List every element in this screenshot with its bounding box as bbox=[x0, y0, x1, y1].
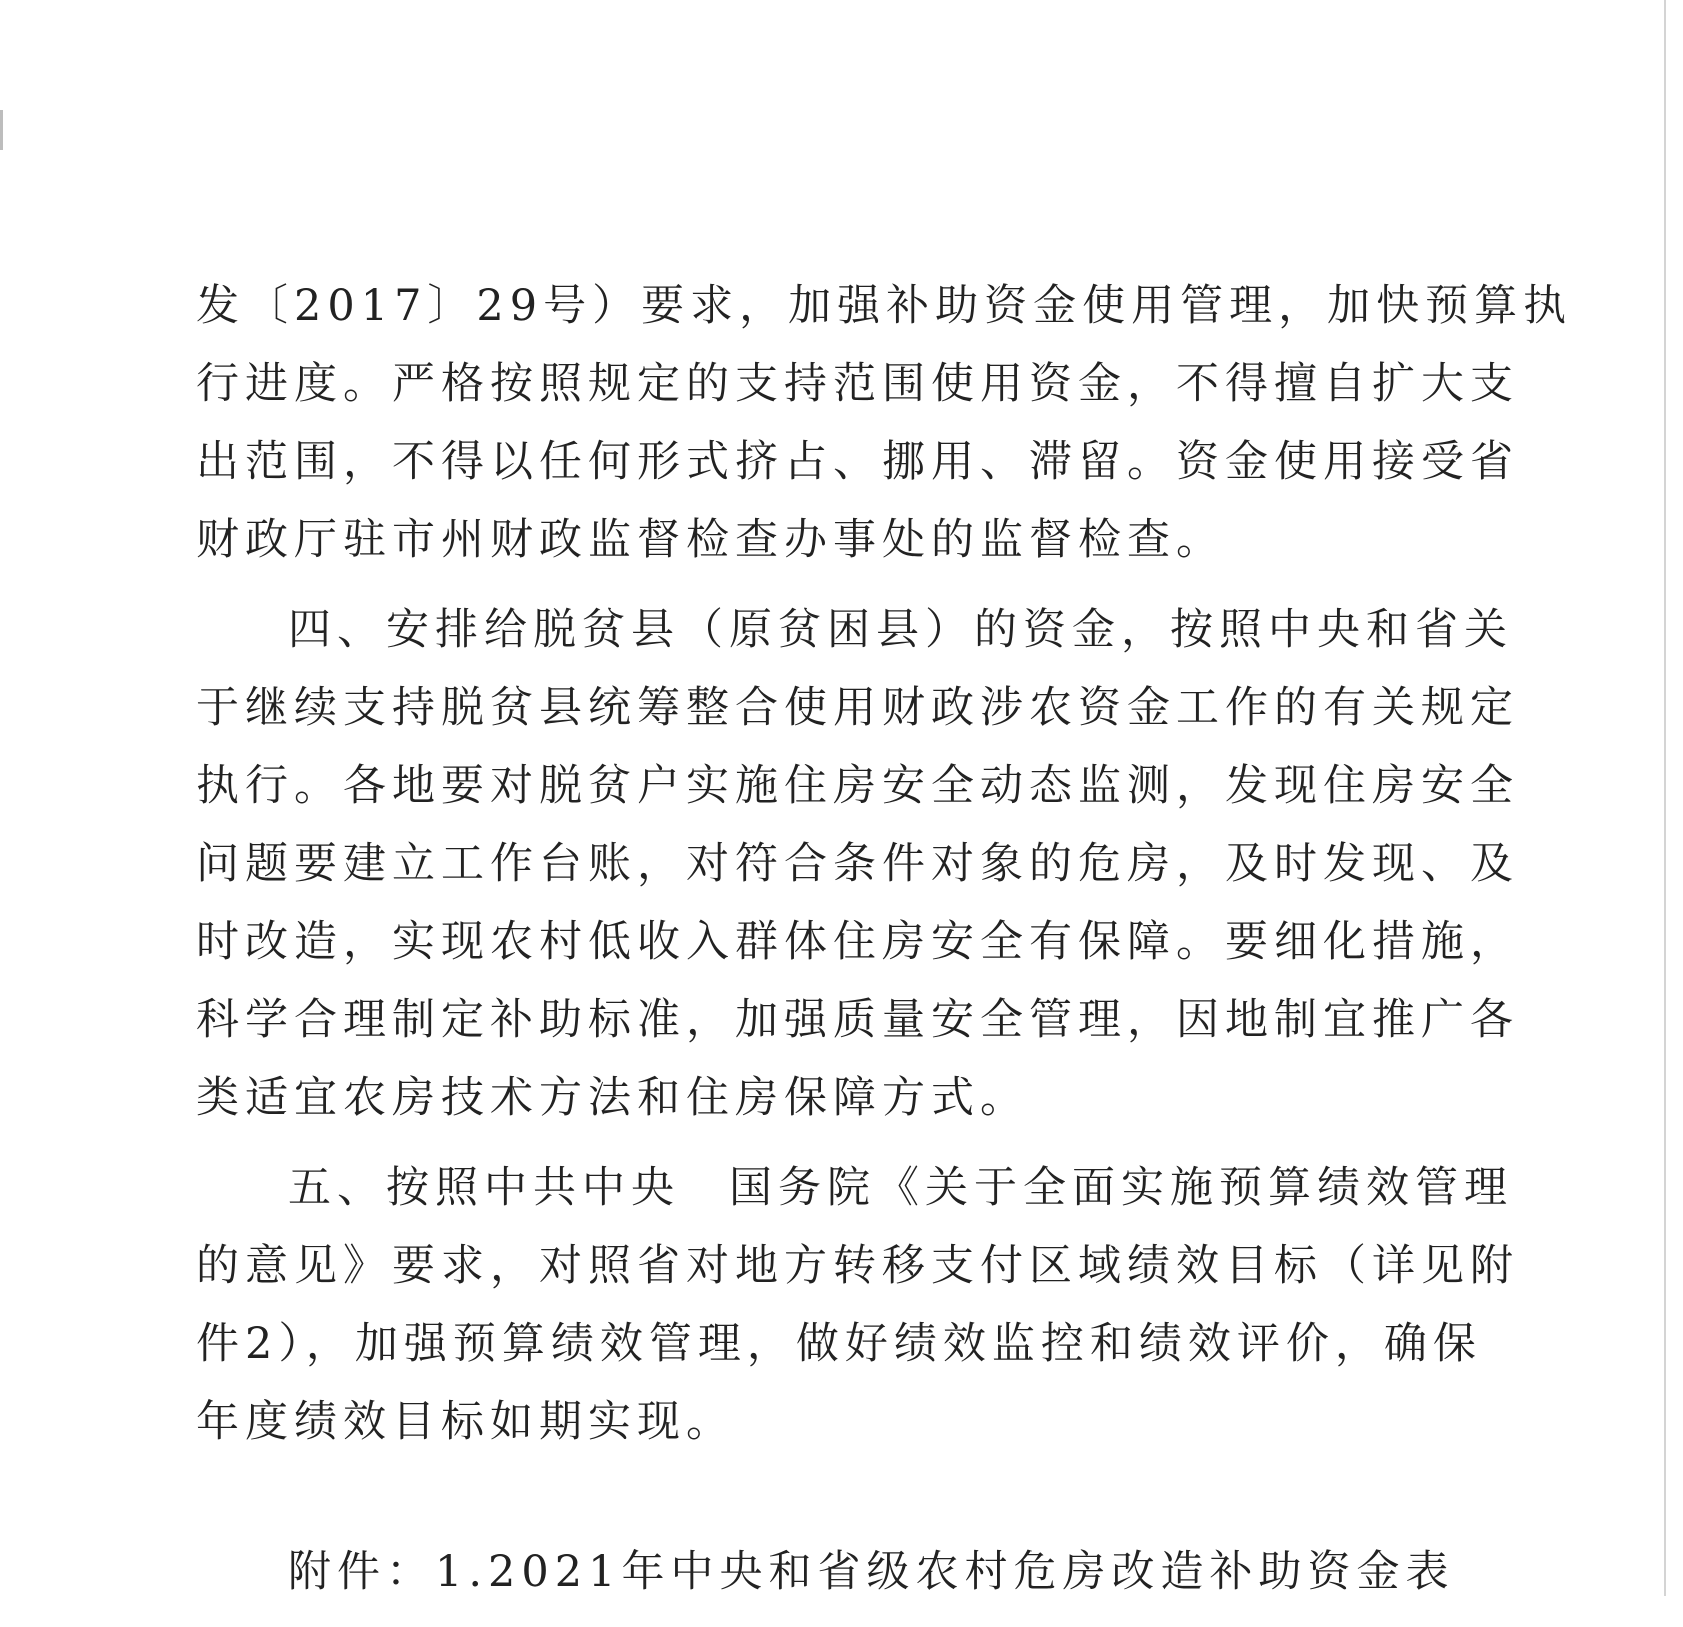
paragraph-4-line-4: 问题要建立工作台账，对符合条件对象的危房，及时发现、及 bbox=[196, 839, 1519, 889]
paragraph-4-line-1: 四、安排给脱贫县（原贫困县）的资金，按照中央和省关 bbox=[288, 605, 1513, 655]
body-line-2: 行进度。严格按照规定的支持范围使用资金，不得擅自扩大支 bbox=[196, 359, 1519, 409]
paragraph-4-line-5: 时改造，实现农村低收入群体住房安全有保障。要细化措施， bbox=[196, 917, 1519, 967]
paragraph-5-line-2: 的意见》要求，对照省对地方转移支付区域绩效目标（详见附 bbox=[196, 1241, 1519, 1291]
paragraph-4-line-7: 类适宜农房技术方法和住房保障方式。 bbox=[196, 1073, 1029, 1123]
paragraph-5-line-1: 五、按照中共中央 国务院《关于全面实施预算绩效管理 bbox=[288, 1163, 1513, 1213]
paragraph-4-line-2: 于继续支持脱贫县统筹整合使用财政涉农资金工作的有关规定 bbox=[196, 683, 1519, 733]
paragraph-5-line-4: 年度绩效目标如期实现。 bbox=[196, 1397, 735, 1447]
body-line-3: 出范围，不得以任何形式挤占、挪用、滞留。资金使用接受省 bbox=[196, 437, 1519, 487]
scan-edge-mark-left bbox=[0, 110, 3, 150]
body-line-4: 财政厅驻市州财政监督检查办事处的监督检查。 bbox=[196, 515, 1225, 565]
attachment-line: 附件：1.2021年中央和省级农村危房改造补助资金表 bbox=[288, 1547, 1455, 1597]
paragraph-4-line-3: 执行。各地要对脱贫户实施住房安全动态监测，发现住房安全 bbox=[196, 761, 1519, 811]
paragraph-5-line-3: 件2），加强预算绩效管理，做好绩效监控和绩效评价，确保 bbox=[196, 1319, 1482, 1369]
document-body bbox=[196, 281, 1573, 1627]
scan-edge-mark-right bbox=[1664, 0, 1666, 1596]
paragraph-4-line-6: 科学合理制定补助标准，加强质量安全管理，因地制宜推广各 bbox=[196, 995, 1519, 1045]
body-line-1: 发〔2017〕29号）要求，加强补助资金使用管理，加快预算执 bbox=[196, 281, 1573, 331]
